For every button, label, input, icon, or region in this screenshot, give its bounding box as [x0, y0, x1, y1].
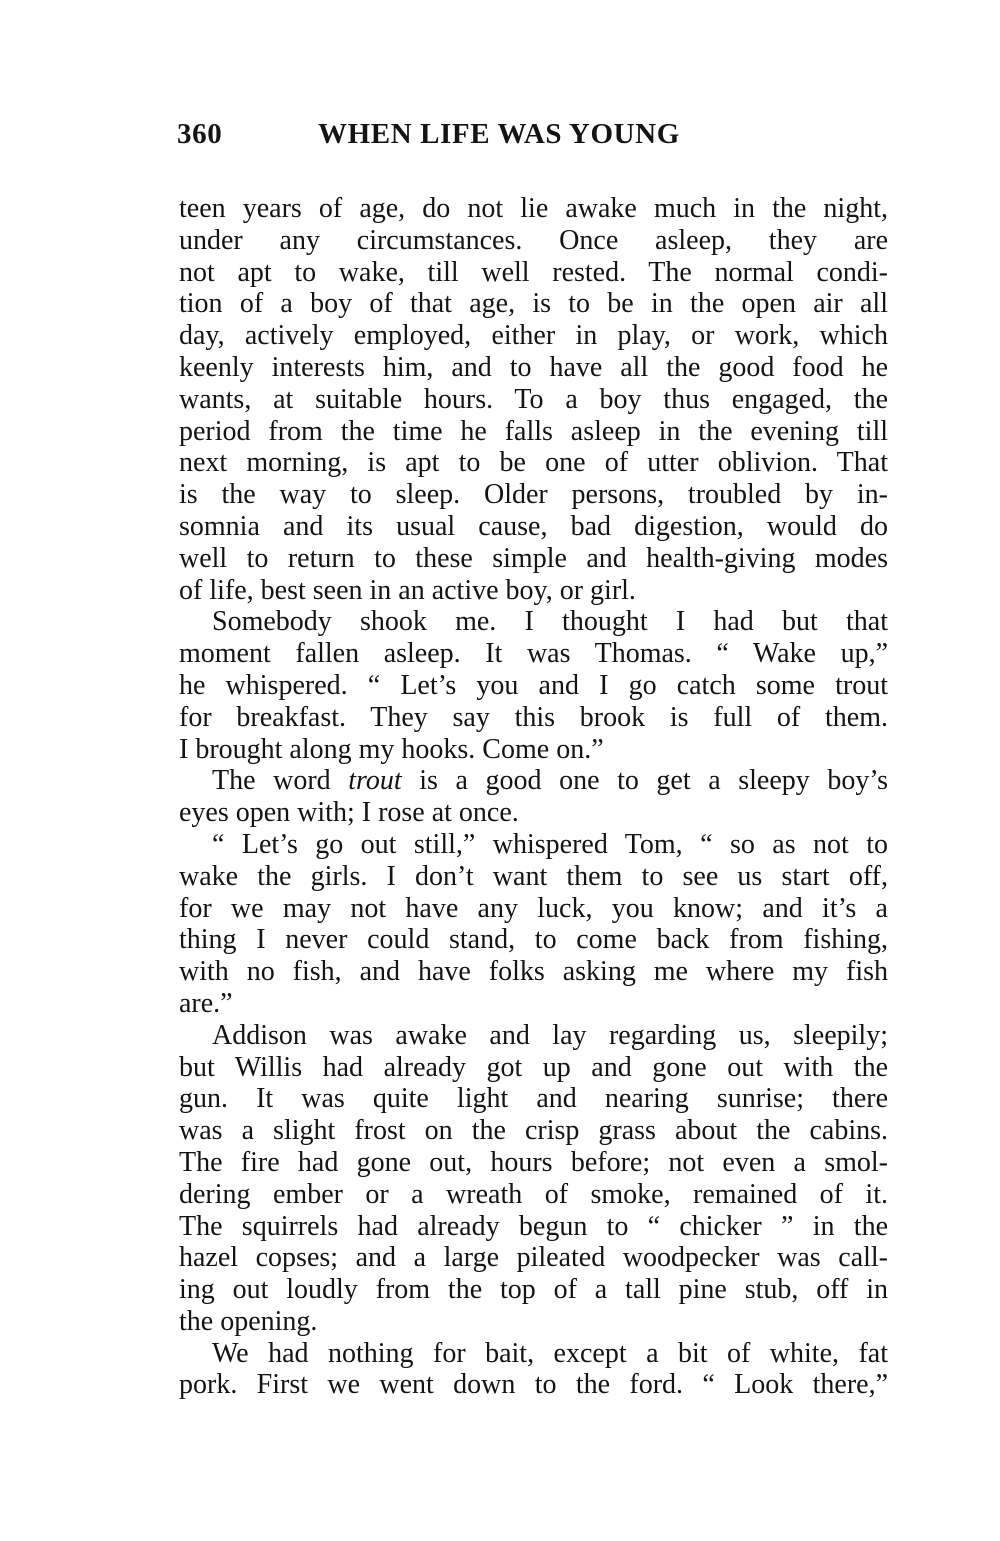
text-line: dering ember or a wreath of smoke, remained of it.: [179, 1178, 888, 1210]
text-line: not apt to wake, till well rested. The normal condi-: [179, 256, 888, 288]
text-line: tion of a boy of that age, is to be in the open air all: [179, 288, 888, 320]
text-line: for breakfast. They say this brook is full of them.: [179, 701, 888, 733]
text-line: of life, best seen in an active boy, or girl.: [179, 574, 636, 606]
running-head: [177, 118, 890, 160]
text-line: We had nothing for bait, except a bit of white, fat: [212, 1337, 888, 1369]
text-line: hazel copses; and a large pileated woodpecker was call-: [179, 1242, 888, 1274]
page-number: 360: [177, 118, 223, 150]
text-line: under any circumstances. Once asleep, they are: [179, 224, 888, 256]
text-line: next morning, is apt to be one of utter oblivion. That: [179, 447, 888, 479]
text-line: The fire had gone out, hours before; not even a smol-: [179, 1146, 888, 1178]
text-line: somnia and its usual cause, bad digestion, would do: [179, 510, 888, 542]
text-line: ing out loudly from the top of a tall pine stub, off in: [179, 1274, 888, 1306]
text-line: Addison was awake and lay regarding us, sleepily;: [212, 1019, 888, 1051]
text-line: but Willis had already got up and gone out with the: [179, 1051, 888, 1083]
text-line: “ Let’s go out still,” whispered Tom, “ so as not to: [212, 828, 888, 860]
text-line: wake the girls. I don’t want them to see us start off,: [179, 860, 888, 892]
text-line: thing I never could stand, to come back from fishing,: [179, 924, 888, 956]
line-segment: is a good one to get a sleepy boy’s: [401, 765, 888, 797]
text-line: he whispered. “ Let’s you and I go catch some trout: [179, 669, 888, 701]
text-line: keenly interests him, and to have all the good food he: [179, 351, 888, 383]
text-line: [179, 765, 888, 797]
text-line: well to return to these simple and health-giving modes: [179, 542, 888, 574]
line-segment: The word: [212, 765, 349, 797]
running-title: WHEN LIFE WAS YOUNG: [318, 118, 680, 150]
text-line: period from the time he falls asleep in the evening till: [179, 415, 888, 447]
text-line: gun. It was quite light and nearing sunrise; there: [179, 1083, 888, 1115]
text-line: The squirrels had already begun to “ chicker ” in the: [179, 1210, 888, 1242]
text-line: I brought along my hooks. Come on.”: [179, 733, 604, 765]
italic-word: trout: [348, 765, 402, 797]
text-line: for we may not have any luck, you know; and it’s a: [179, 892, 888, 924]
text-line: moment fallen asleep. It was Thomas. “ Wake up,”: [179, 638, 888, 670]
text-line: was a slight frost on the crisp grass about the cabins.: [179, 1115, 888, 1147]
text-line: teen years of age, do not lie awake much in the night,: [179, 193, 888, 224]
text-line: eyes open with; I rose at once.: [179, 797, 519, 829]
text-line: the opening.: [179, 1305, 318, 1337]
body-text: [179, 193, 888, 1401]
text-line: with no fish, and have folks asking me where my fish: [179, 956, 888, 988]
text-line: Somebody shook me. I thought I had but that: [212, 606, 888, 638]
text-line: wants, at suitable hours. To a boy thus engaged, the: [179, 383, 888, 415]
text-line: day, actively employed, either in play, or work, which: [179, 320, 888, 352]
text-line: pork. First we went down to the ford. “ Look there,”: [179, 1369, 888, 1401]
text-line: is the way to sleep. Older persons, troubled by in-: [179, 479, 888, 511]
text-line: are.”: [179, 987, 233, 1019]
